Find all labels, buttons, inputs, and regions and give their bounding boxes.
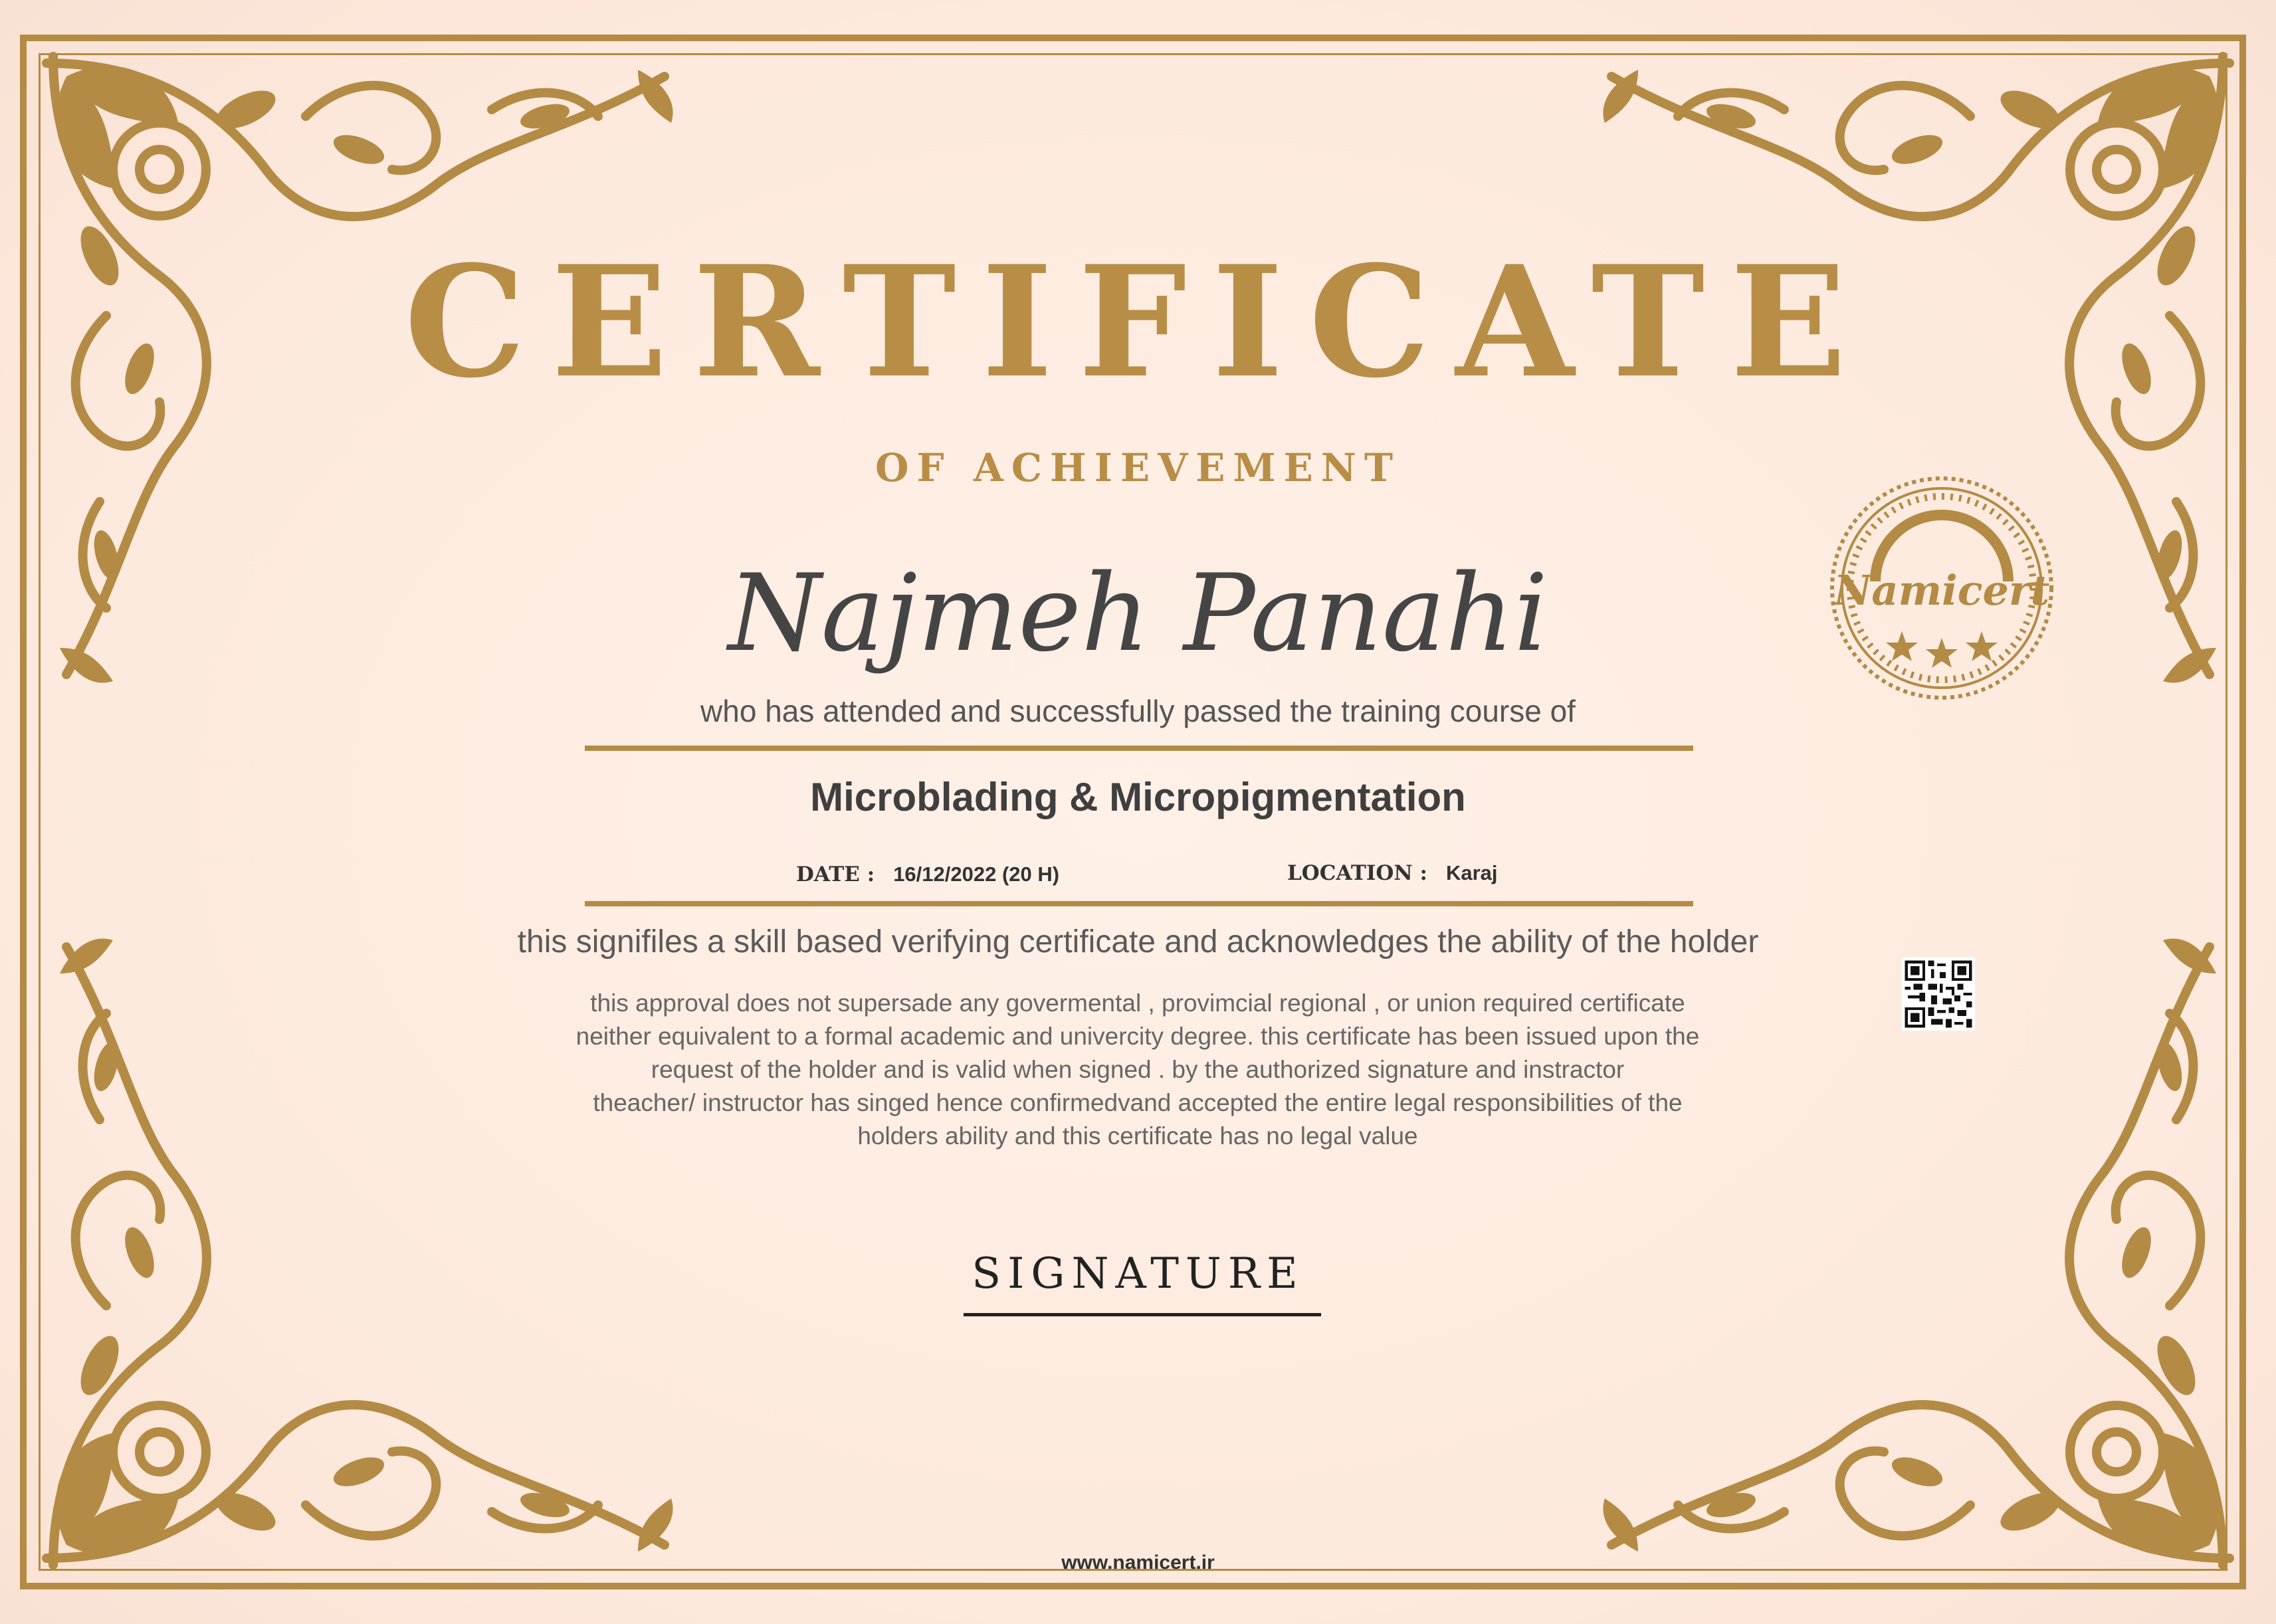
qr-code-icon[interactable] xyxy=(1902,958,1975,1031)
signature-label: SIGNATURE xyxy=(972,1249,1304,1298)
seal-brand-text: Namicert xyxy=(1833,566,2050,615)
location-label: LOCATION : xyxy=(1287,861,1427,885)
date-label: DATE : xyxy=(796,863,875,886)
fine-print-line: theacher/ instructor has singed hence confirmedvand accepted the entire legal responsibilities of the xyxy=(593,1089,1683,1116)
fine-print-line: request of the holder and is valid when signed . by the authorized signature and instractor xyxy=(651,1056,1625,1083)
course-name: Microblading & Micropigmentation xyxy=(810,775,1466,819)
website-url[interactable]: www.namicert.ir xyxy=(1061,1552,1215,1573)
fine-print-line: this approval does not supersade any govermental , provimcial regional , or union required certificate xyxy=(590,989,1685,1017)
location-field xyxy=(1287,861,1498,885)
fine-print-line: holders ability and this certificate has no legal value xyxy=(857,1122,1418,1150)
location-value: Karaj xyxy=(1445,861,1498,884)
recipient-name: Najmeh Panahi xyxy=(728,551,1548,675)
divider-bottom xyxy=(585,901,1693,906)
certificate-title: CERTIFICATE xyxy=(404,233,1872,412)
fine-print-line: neither equivalent to a formal academic and univercity degree. this certificate has been issued upon the xyxy=(575,1023,1700,1050)
namicert-seal-icon xyxy=(1822,468,2061,708)
signifies-text: this signifiles a skill based verifying certificate and acknowledges the ability of the holder xyxy=(517,924,1759,960)
fine-print xyxy=(473,987,1802,1153)
attended-text: who has attended and successfully passed the training course of xyxy=(700,694,1576,728)
certificate-subtitle: OF ACHIEVEMENT xyxy=(875,445,1401,490)
date-field xyxy=(796,863,1059,886)
signature-line xyxy=(964,1313,1321,1316)
date-value: 16/12/2022 (20 H) xyxy=(893,863,1060,886)
divider-top xyxy=(585,746,1693,751)
